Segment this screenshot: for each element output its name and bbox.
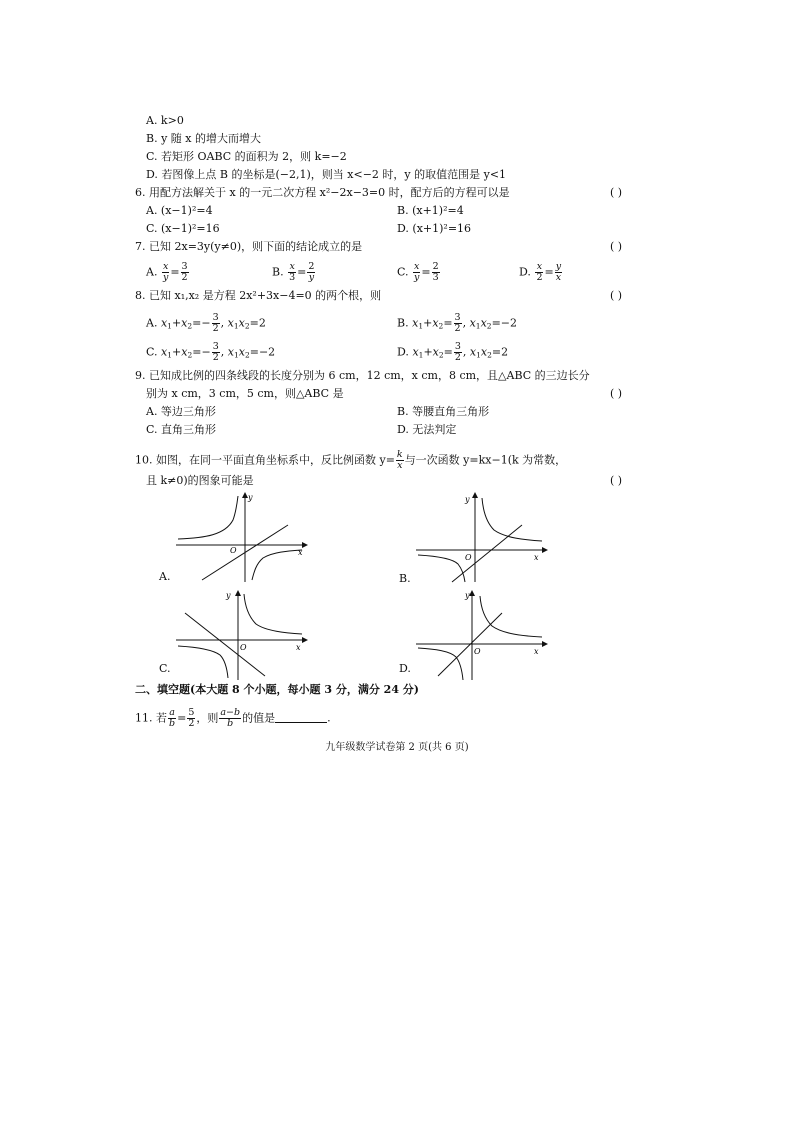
graph-d-x-label: x (534, 647, 539, 656)
q6-option-c: C. (x−1)²=16 (146, 222, 220, 235)
q10-stem-line1: 10. 如图，在同一平面直角坐标系中，反比例函数 y= $\frac{k}{x}$ 与一次函数 y=kx−1(k 为常数， (135, 449, 567, 471)
q7-answer-paren: ( ) (610, 240, 623, 253)
q8-answer-paren: ( ) (610, 289, 623, 302)
graph-c (170, 588, 310, 683)
graph-a (170, 490, 310, 585)
q9-stem-line2: 别为 x cm，3 cm，5 cm，则△ABC 是 (146, 387, 344, 400)
q11-stem: 11. 若 $\frac{a}{b}$ = $\frac{5}{2}$ ，则 $\frac{a-b}{b}$ 的值是 . (135, 707, 331, 729)
q5-option-d: D. 若图像上点 B 的坐标是(−2,1)，则当 x<−2 时，y 的取值范围是 y<1 (146, 168, 507, 181)
graph-a-y-label: y (248, 493, 253, 502)
graph-a-x-label: x (298, 548, 303, 557)
q6-option-b: B. (x+1)²=4 (397, 204, 464, 217)
q7-option-b: B. $\frac{x}{3}$ = $\frac{2}{y}$ (272, 261, 315, 283)
graph-c-x-label: x (296, 643, 301, 652)
graph-b (410, 490, 550, 585)
graph-b-x-label: x (534, 553, 539, 562)
q7-option-a: A. $\frac{x}{y}$ = $\frac{3}{2}$ (146, 261, 188, 283)
q6-option-a: A. (x−1)²=4 (146, 204, 213, 217)
q8-option-c: C. $x_1+x_2=-$ $\frac{3}{2}$ , $x_1x_2=-2$ (146, 341, 276, 363)
q7-option-d: D. $\frac{x}{2}$ = $\frac{y}{x}$ (519, 261, 562, 283)
q9-option-d: D. 无法判定 (397, 423, 457, 436)
q6-option-d: D. (x+1)²=16 (397, 222, 472, 235)
q5-option-c: C. 若矩形 OABC 的面积为 2，则 k=−2 (146, 150, 347, 163)
q9-option-a: A. 等边三角形 (146, 405, 216, 418)
q10-stem-line2: 且 k≠0)的图象可能是 (146, 474, 254, 487)
graph-b-origin: O (465, 553, 472, 562)
graph-b-y-label: y (465, 495, 470, 504)
page-footer: 九年级数学试卷第 2 页(共 6 页) (325, 742, 469, 753)
q10-answer-paren: ( ) (610, 474, 623, 487)
q9-option-c: C. 直角三角形 (146, 423, 217, 436)
q11-answer-blank[interactable] (275, 712, 327, 723)
graph-d-y-label: y (465, 591, 470, 600)
q6-stem: 6. 用配方法解关于 x 的一元二次方程 x²−2x−3=0 时，配方后的方程可以是 (135, 186, 510, 199)
graph-d (410, 588, 550, 683)
q9-stem-line1: 9. 已知成比例的四条线段的长度分别为 6 cm，12 cm，x cm，8 cm，且△ABC 的三边长分 (135, 369, 590, 382)
q8-stem: 8. 已知 x₁,x₂ 是方程 2x²+3x−4=0 的两个根，则 (135, 289, 382, 302)
q8-option-a: A. $x_1+x_2=-$ $\frac{3}{2}$ , $x_1x_2=2$ (146, 312, 266, 334)
q6-answer-paren: ( ) (610, 186, 623, 199)
q8-option-b: B. $x_1+x_2=$ $\frac{3}{2}$ , $x_1x_2=-2$ (397, 312, 518, 334)
graph-a-origin: O (230, 546, 237, 555)
graph-a-label: A. (159, 570, 171, 583)
graph-c-origin: O (240, 643, 247, 652)
graph-c-y-label: y (226, 591, 231, 600)
q9-option-b: B. 等腰直角三角形 (397, 405, 490, 418)
q5-option-b: B. y 随 x 的增大而增大 (146, 132, 261, 145)
q5-option-a: A. k>0 (146, 114, 184, 127)
graph-d-origin: O (474, 647, 481, 656)
graph-d-label: D. (399, 662, 411, 675)
section2-title: 二、填空题(本大题 8 个小题，每小题 3 分，满分 24 分) (135, 683, 420, 696)
graph-b-label: B. (399, 572, 411, 585)
q8-option-d: D. $x_1+x_2=$ $\frac{3}{2}$ , $x_1x_2=2$ (397, 341, 509, 363)
q7-option-c: C. $\frac{x}{y}$ = $\frac{2}{3}$ (397, 261, 439, 283)
graph-c-label: C. (159, 662, 171, 675)
q7-stem: 7. 已知 2x=3y(y≠0)，则下面的结论成立的是 (135, 240, 363, 253)
q9-answer-paren: ( ) (610, 387, 623, 400)
